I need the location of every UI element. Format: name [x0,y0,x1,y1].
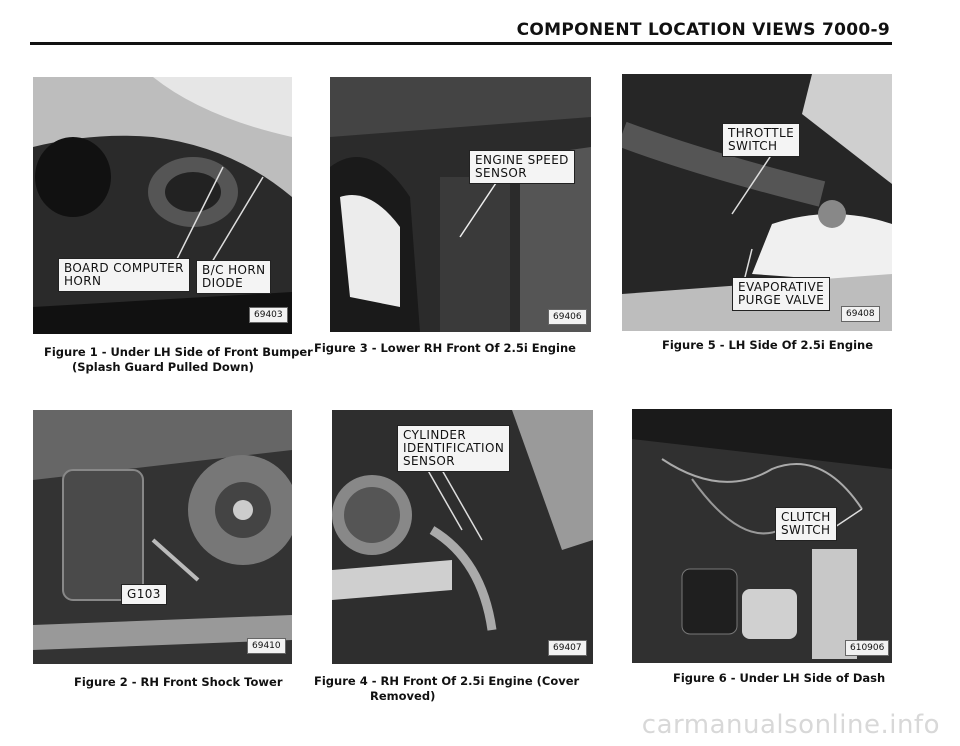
figure-2-photo [33,410,292,664]
figure-5-caption [662,338,873,353]
page-header-title: COMPONENT LOCATION VIEWS 7000-9 [516,20,890,40]
figure-3-caption-line1: Figure 3 - Lower RH Front Of 2.5i Engine [314,341,576,355]
watermark: carmanualsonline.info [641,710,940,740]
figure-6-caption [673,671,885,686]
figure-2-photo-art [33,410,292,664]
figure-5-photo [622,74,892,331]
figure-4-caption-line2: Removed) [370,689,436,703]
photo-id-69410: 69410 [247,638,286,654]
figure-2-caption [74,675,283,690]
figure-1-photo [33,77,292,334]
figure-1-caption [44,345,313,375]
callout-throttle-switch: THROTTLE SWITCH [722,123,800,157]
figure-6-photo-art [632,409,892,663]
header-rule [30,42,892,45]
photo-id-69406: 69406 [548,309,587,325]
figure-3-caption [314,341,576,356]
figure-6-photo [632,409,892,663]
photo-id-69407: 69407 [548,640,587,656]
callout-bc-horn-diode: B/C HORN DIODE [196,260,271,294]
callout-engine-speed-sensor: ENGINE SPEED SENSOR [469,150,575,184]
photo-id-610906: 610906 [845,640,889,656]
figure-1-caption-line2: (Splash Guard Pulled Down) [72,360,254,374]
callout-board-computer-horn: BOARD COMPUTER HORN [58,258,190,292]
figure-4-caption-line1: Figure 4 - RH Front Of 2.5i Engine (Cover [314,674,580,688]
callout-evaporative-purge-valve: EVAPORATIVE PURGE VALVE [732,277,830,311]
callout-cylinder-identification-sensor: CYLINDER IDENTIFICATION SENSOR [397,425,510,472]
figure-1-caption-line1: Figure 1 - Under LH Side of Front Bumper [44,345,313,359]
figure-1-photo-art [33,77,292,334]
figure-4-caption [314,674,579,704]
callout-g103: G103 [121,584,167,605]
figure-3-photo-art [330,77,591,332]
figure-4-photo [332,410,593,664]
callout-clutch-switch: CLUTCH SWITCH [775,507,837,541]
photo-id-69408: 69408 [841,306,880,322]
figure-5-caption-line1: Figure 5 - LH Side Of 2.5i Engine [662,338,873,352]
figure-3-photo [330,77,591,332]
figure-6-caption-line1: Figure 6 - Under LH Side of Dash [673,671,886,685]
photo-id-69403: 69403 [249,307,288,323]
figure-2-caption-line1: Figure 2 - RH Front Shock Tower [74,675,283,689]
